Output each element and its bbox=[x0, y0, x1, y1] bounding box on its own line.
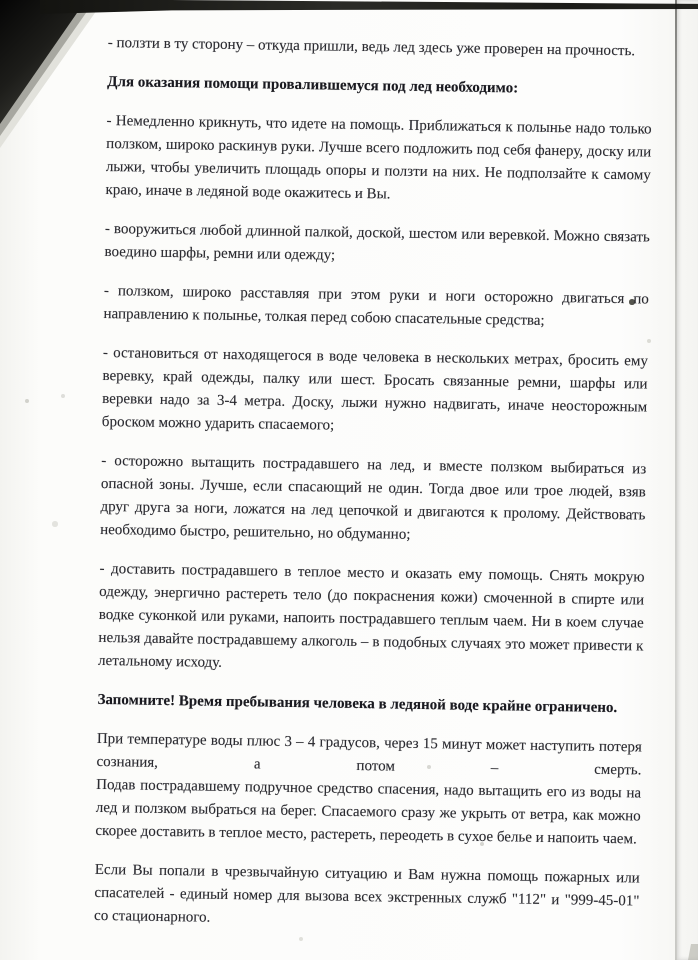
document-body bbox=[94, 32, 653, 952]
section-heading: Запомните! Время пребывания человека в ледяной воде крайне ограничено. bbox=[97, 691, 618, 717]
section-heading: Для оказания помощи провалившемуся под лед необходимо: bbox=[107, 73, 519, 97]
top-edge-shadow bbox=[40, 0, 698, 14]
paragraph: - ползти в ту сторону – откуда пришли, ведь лед здесь уже проверен на прочность. bbox=[107, 34, 636, 60]
paragraph: - вооружиться любой длинной палкой, доской, шестом или веревкой. Можно связать воедино шарфы, ремни или одежду; bbox=[104, 220, 650, 264]
paragraph: - доставить пострадавшего в теплое место и оказать ему помощь. Снять мокрую одежду, энергично растереть тело (до покраснения кожи) смоченной в спирте или водке суконкой или руками, напоить пострадавшего теплым чаем. Ни в коем случае нельзя давайте пострадавшему алкоголь – в подобных случаях это может привести к летальному исходу. bbox=[97, 560, 645, 671]
paragraph: - ползком, широко расставляя при этом руки и ноги осторожно двигаться по направлению к полынье, толкая перед собою спасательные средства; bbox=[103, 282, 649, 329]
right-edge-line bbox=[675, 0, 677, 960]
right-edge-shadow bbox=[675, 0, 698, 960]
paragraph: - Немедленно крикнуть, что идете на помощь. Приближаться к полынье надо только ползком, широко раскинув руки. Лучше всего подложить под себя фанеру, доску или лыжи, чтобы увеличить площадь опоры и ползти на них. Не подползайте к самому краю, иначе в ледяной воде окажитесь и Вы. bbox=[105, 112, 652, 203]
paragraph: - осторожно вытащить пострадавшего на лед, и вместе ползком выбираться из опасной зоны. Лучше, если спасающий не один. Тогда двое или трое людей, взяв друг друга за ноги, ложатся на лед цепочкой и двигаются к пролому. Действовать необходимо быстро, решительно, но обдуманно; bbox=[100, 452, 647, 543]
paragraph: При температуре воды плюс 3 – 4 градусов, через 15 минут может наступить потеря сознания, а потом – смерть. bbox=[96, 730, 642, 779]
paragraph: Подав пострадавшему подручное средство спасения, надо вытащить его из воды на лед и ползком выбраться на берег. Спасаемого сразу же укрыть от ветра, как можно скорее доставить в теплое место, растереть, переодеть в сухое белье и напоить чаем. bbox=[95, 776, 642, 848]
paragraph: Если Вы попали в чрезвычайную ситуацию и Вам нужна помощь пожарных или спасателей - единый номер для вызова всех экстренных служб "112" и "999-45-01" со стационарного. bbox=[93, 861, 640, 926]
scan-noise bbox=[0, 0, 2, 2]
paragraph: - остановиться от находящегося в воде человека в нескольких метрах, бросить ему веревку, край одежды, палку или шест. Бросать связанные ремни, шарфы или веревки надо за 3-4 метра. Доску, лыжи нужно надвигать, иначе неосторожным броском можно ударить спасаемого; bbox=[101, 344, 649, 434]
